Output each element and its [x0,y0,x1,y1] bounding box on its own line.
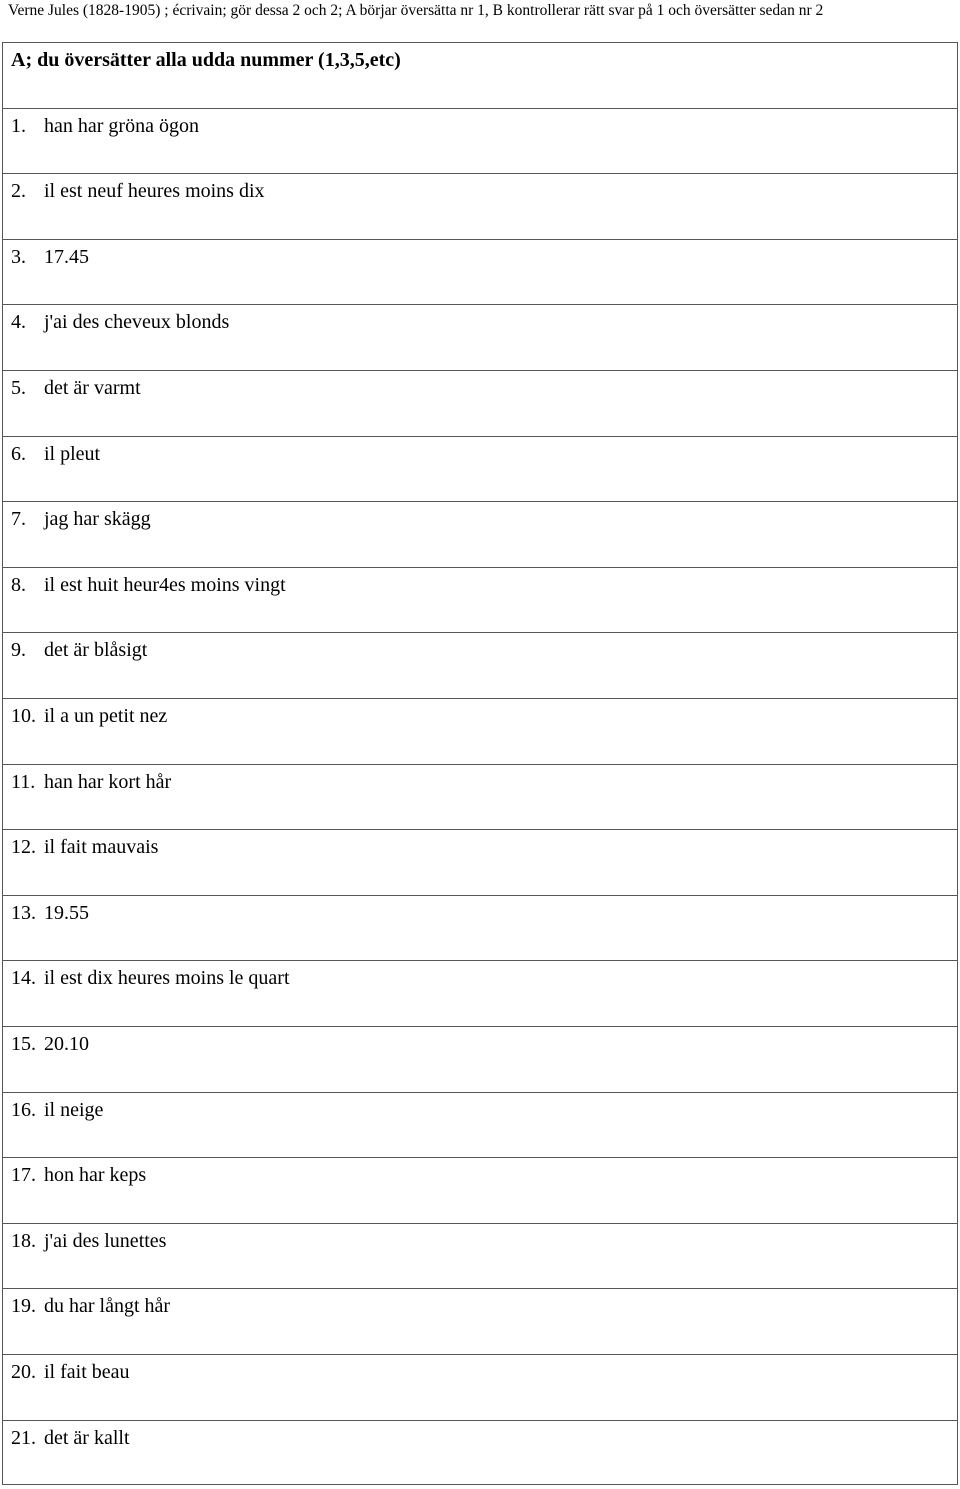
exercise-row-21 [3,1421,957,1484]
item-number: 13. [11,901,36,924]
exercise-row-16 [3,1093,957,1159]
item-text: il neige [44,1098,104,1121]
exercise-row-15 [3,1027,957,1093]
item-number: 4. [11,311,26,334]
instruction-row [3,43,957,109]
exercise-item [11,1162,146,1188]
exercise-table [2,42,958,1485]
item-number: 21. [11,1426,36,1449]
item-text: il est dix heures moins le quart [44,967,290,990]
exercise-row-6 [3,437,957,503]
item-text: il pleut [44,442,101,465]
item-text: 19.55 [44,901,89,924]
exercise-row-5 [3,371,957,437]
exercise-row-17 [3,1158,957,1224]
exercise-item [11,1031,89,1057]
item-number: 1. [11,114,26,137]
exercise-item [11,441,100,467]
item-text: jag har skägg [44,508,151,531]
page-header: Verne Jules (1828-1905) ; écrivain; gör dessa 2 och 2; A börjar översätta nr 1, B kontrollerar rätt svar på 1 och översätter sedan nr 2 [8,2,824,19]
item-text: han har kort hår [44,770,172,793]
exercise-row-8 [3,568,957,634]
exercise-item [11,703,167,729]
exercise-row-12 [3,830,957,896]
item-number: 18. [11,1229,36,1252]
exercise-item [11,965,290,991]
exercise-row-9 [3,633,957,699]
exercise-item [11,1228,166,1254]
item-text: hon har keps [44,1164,147,1187]
exercise-row-2 [3,174,957,240]
item-number: 8. [11,573,26,596]
item-text: il fait beau [44,1361,130,1383]
item-number: 16. [11,1098,36,1121]
item-text: 20.10 [44,1033,89,1055]
exercise-item [11,1293,170,1319]
exercise-row-4 [3,305,957,371]
item-text: il est huit heur4es moins vingt [44,573,286,596]
item-text: il fait mauvais [44,836,159,859]
item-number: 19. [11,1295,36,1318]
item-text: det är blåsigt [44,639,148,662]
exercise-item [11,1097,103,1123]
item-number: 9. [11,639,26,662]
item-number: 20. [11,1361,36,1383]
item-number: 11. [11,770,36,793]
exercise-row-11 [3,765,957,831]
item-number: 7. [11,508,26,531]
item-text: det är varmt [44,377,141,399]
exercise-item [11,1359,130,1385]
exercise-item [11,769,171,795]
exercise-item [11,572,286,598]
item-number: 2. [11,180,26,203]
exercise-row-13 [3,896,957,962]
exercise-item [11,113,199,139]
exercise-item [11,637,147,663]
exercise-row-3 [3,240,957,306]
exercise-row-18 [3,1224,957,1290]
exercise-item [11,834,158,860]
item-text: il est neuf heures moins dix [44,180,265,203]
exercise-item [11,375,141,401]
item-number: 3. [11,245,26,268]
exercise-row-7 [3,502,957,568]
item-number: 5. [11,377,26,399]
item-text: det är kallt [44,1426,130,1449]
exercise-row-14 [3,961,957,1027]
item-number: 10. [11,705,36,727]
item-text: du har långt hår [44,1295,171,1318]
exercise-row-10 [3,699,957,765]
exercise-row-1 [3,109,957,175]
item-number: 17. [11,1164,36,1187]
item-number: 12. [11,836,36,859]
exercise-row-20 [3,1355,957,1421]
exercise-item [11,1425,130,1451]
exercise-row-19 [3,1289,957,1355]
item-number: 14. [11,967,36,990]
instruction-text: A; du översätter alla udda nummer (1,3,5,etc) [11,49,401,71]
exercise-item [11,309,229,335]
item-text: j'ai des lunettes [44,1229,167,1252]
exercise-item [11,178,265,204]
exercise-item [11,244,89,270]
item-number: 15. [11,1033,36,1055]
item-text: 17.45 [44,245,89,268]
item-text: il a un petit nez [44,705,168,727]
exercise-item [11,900,89,926]
exercise-item [11,506,151,532]
item-text: han har gröna ögon [44,114,199,137]
item-number: 6. [11,442,26,465]
item-text: j'ai des cheveux blonds [44,311,230,334]
